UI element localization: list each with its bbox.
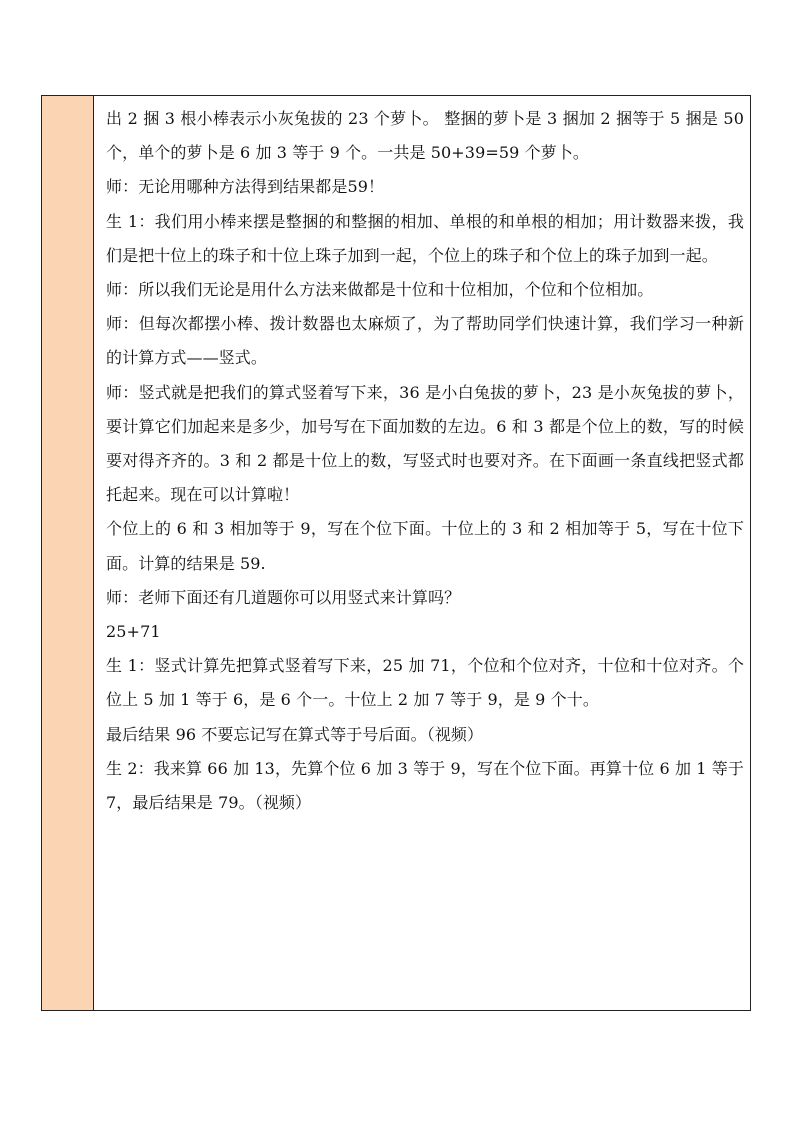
lesson-table [41,95,751,1011]
paragraph: 师：所以我们无论是用什么方法来做都是十位和十位相加，个位和个位相加。 [106,280,654,300]
paragraph: 生 1：我们用小棒来摆是整捆的和整捆的相加、单根的和单根的相加；用计数器来拨，我们是把十位上的珠子和十位上珠子加到一起，个位上的珠子和个位上的珠子加到一起。 [106,211,744,265]
paragraph: 出 2 捆 3 根小棒表示小灰兔拔的 23 个萝卜。 整捆的萝卜是 3 捆加 2 捆等于 5 捆是 50 个，单个的萝卜是 6 加 3 等于 9 个。一共是 50+39=59 个萝卜。 [106,109,744,163]
paragraph: 师：无论用哪种方法得到结果都是59！ [106,177,385,197]
paragraph: 师：老师下面还有几道题你可以用竖式来计算吗？ [106,587,461,607]
paragraph: 个位上的 6 和 3 相加等于 9，写在个位下面。十位上的 3 和 2 相加等于 5，写在十位下面。计算的结果是 59. [106,519,744,573]
paragraph: 生 2：我来算 66 加 13，先算个位 6 加 3 等于 9，写在个位下面。再算十位 6 加 1 等于 7，最后结果是 79。（视频） [106,758,744,813]
lesson-content-cell [94,96,750,1010]
paragraph: 25+71 [106,622,161,642]
paragraph: 师：竖式就是把我们的算式竖着写下来，36 是小白兔拔的萝卜，23 是小灰兔拔的萝卜，要计算它们加起来是多少，加号写在下面加数的左边。6 和 3 都是个位上的数，写的时候要对得齐齐的。3 和 2 都是十位上的数，写竖式时也要对齐。在下面画一条直线把竖式都托起来。现在可以计算啦！ [106,382,744,505]
paragraph: 最后结果 96 不要忘记写在算式等于号后面。（视频） [106,724,484,744]
paragraph: 生 1：竖式计算先把算式竖着写下来，25 加 71，个位和个位对齐，十位和十位对齐。个位上 5 加 1 等于 6，是 6 个一。十位上 2 加 7 等于 9，是 9 个十。 [106,656,744,710]
paragraph: 师：但每次都摆小棒、拨计数器也太麻烦了，为了帮助同学们快速计算，我们学习一种新的计算方式——竖式。 [106,314,744,368]
shaded-label-column [42,96,94,1010]
